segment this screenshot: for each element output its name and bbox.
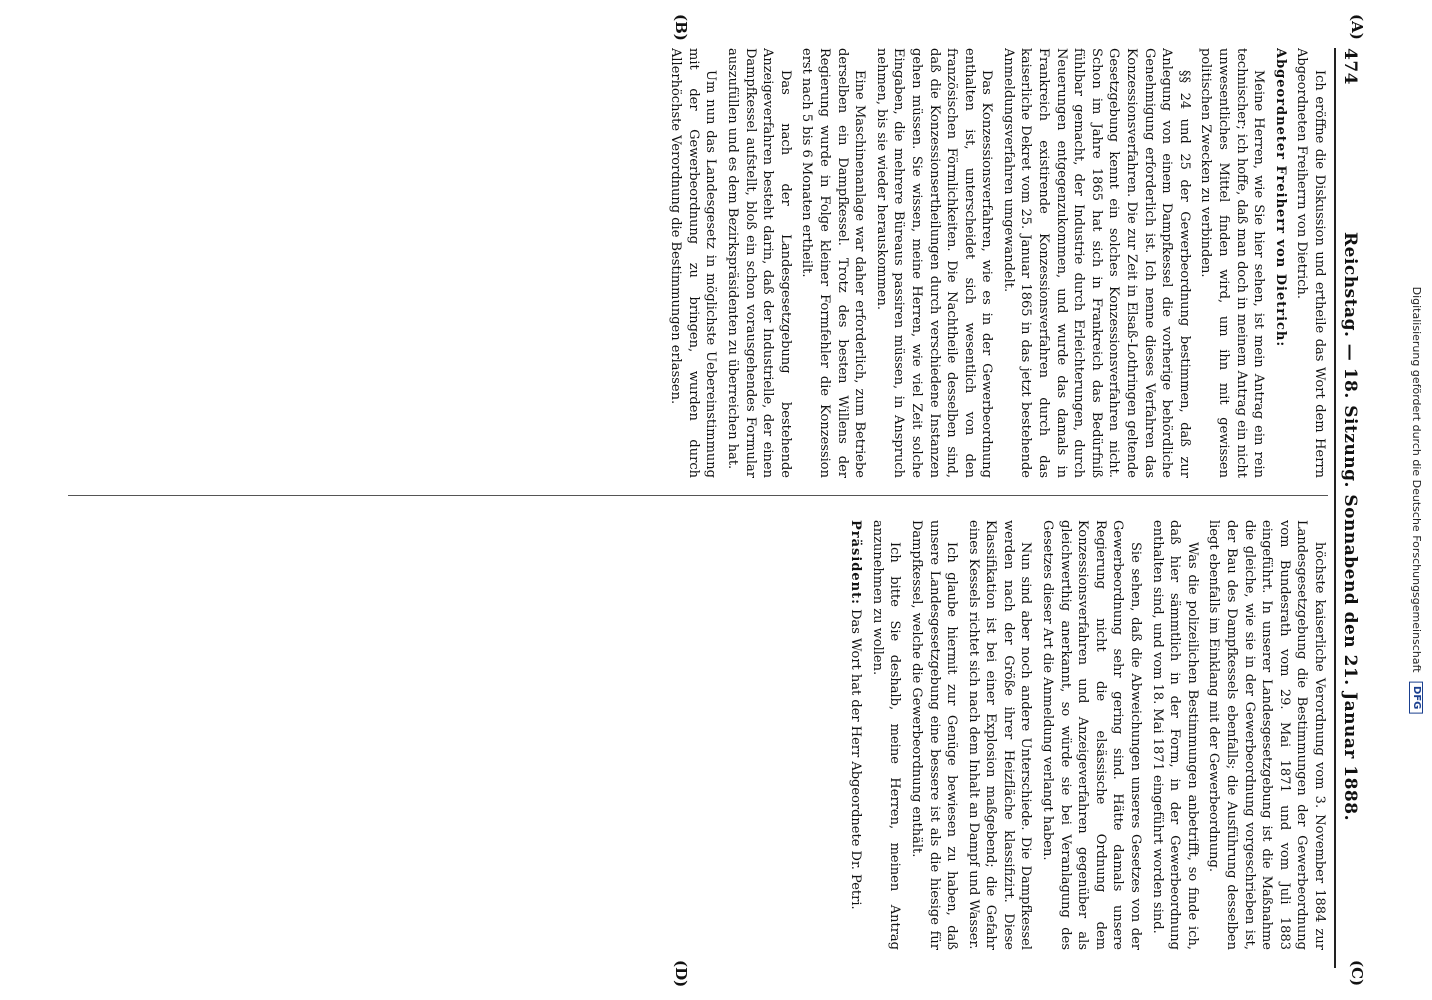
credit-text: Digitalisierung gefördert durch die Deutsche Forschungsgemeinschaft xyxy=(1410,286,1423,673)
paragraph: höchste kaiserliche Verordnung vom 3. November 1884 zur Landesgesetzgebung die Bestimmungen der Gewerbeordnung vom Bundesrath vom 29. Mai 1871 und vom Juli 1883 eingeführt. In unserer Landesgesetzgebung ist die Maßnahme die gleiche, wie sie in der Gewerbeordnung vorgeschrieben ist, der Bau des Dampfkessels ebenfalls; die Ausführung desselben liegt ebenfalls im Einklang mit der Gewerbeordnung. xyxy=(1206,520,1327,950)
paragraph: Das nach der Landesgesetzgebung bestehende Anzeigeverfahren besteht darin, daß der Industrielle, der einen Dampfkessel aufstellt, bloß ein schon vorausgehendes Formular auszufüllen und es dem Bezirkspräsidenten zu überreichen hat. xyxy=(725,48,793,478)
paragraph: Ich eröffne die Diskussion und ertheile das Wort dem Herrn Abgeordneten Freiherrn von Dietrich. xyxy=(1294,48,1327,478)
right-text-column xyxy=(68,520,1328,950)
paragraph: Ich bitte Sie deshalb, meine Herren, meinen Antrag anzunehmen zu wollen. xyxy=(869,520,903,950)
margin-marker-c: (C) xyxy=(1348,960,1366,987)
paragraph: Was die polizeilichen Bestimmungen anbetrifft, so finde ich, daß hier sämmtlich in der Form, in der Gewerbeordnung enthalten sind, und vom 18. Mai 1871 eingeführt worden sind. xyxy=(1149,520,1200,950)
speaker-line xyxy=(847,520,865,950)
margin-marker-d: (D) xyxy=(672,960,690,988)
left-text-column xyxy=(68,48,1328,478)
paragraph: Meine Herren, wie Sie hier sehen, ist mein Antrag ein rein technischer; ich hoffe, daß man doch in meinem Antrag ein nicht unwesentliches Mittel finden wird, um ihn mit gewissen politischen Zwecken zu verbinden. xyxy=(1198,48,1267,478)
page-title: Reichstag. — 18. Sitzung. Sonnabend den 21. Januar 1888. xyxy=(1340,232,1360,821)
page-number: 474 xyxy=(1340,48,1360,85)
speaker-name: Präsident: xyxy=(848,520,864,605)
column-divider xyxy=(68,495,1328,496)
speaker-text: Das Wort hat der Herr Abgeordnete Dr. Petri. xyxy=(848,609,864,910)
page-header xyxy=(1334,48,1374,968)
paragraph: Eine Maschinenanlage war daher erforderlich, zum Betriebe derselben ein Dampfkessel. Trotz des besten Willens der Regierung wurde in Folge kleiner Formfehler die Konzession erst nach 5 bis 6 Monaten ertheilt. xyxy=(799,48,868,478)
margin-marker-b: (B) xyxy=(672,14,690,41)
margin-marker-a: (A) xyxy=(1348,14,1366,40)
digitization-credit xyxy=(1409,287,1423,714)
dfg-logo: DFG xyxy=(1409,682,1423,713)
speaker-name: Abgeordneter Freiherr von Dietrich: xyxy=(1272,48,1288,348)
paragraph: Um nun das Landesgesetz in möglichste Uebereinstimmung mit der Gewerbeordnung zu bringen, wurden durch Allerhöchste Verordnung die Bestimmungen erlassen. xyxy=(668,48,719,478)
paragraph: Sie sehen, daß die Abweichungen unseres Gesetzes von der Gewerbeordnung sehr gering sind. Hätte damals unsere Regierung nicht die elsässische Ordnung dem Konzessionsverfahren und Anzeigeverfahren gegenüber als gleichwerthig anerkannt, so würde sie bei Veranlagung des Gesetzes dieser Art die Anmeldung verlangt haben. xyxy=(1040,520,1144,950)
paragraph: Nun sind aber noch andere Unterschiede. Die Dampfkessel werden nach der Größe ihrer Heizfläche klassifizirt. Diese Klassifikation ist bei einer Explosion maßgebend; die Gefahr eines Kessels richtet sich nach dem Inhalt an Dampf und Wasser. xyxy=(965,520,1034,950)
paragraph: Ich glaube hiermit zur Genüge bewiesen zu haben, daß unsere Landesgesetzgebung eine bessere ist als die hiesige für Dampfkessel, welche die Gewerbeordnung enthält. xyxy=(908,520,960,950)
paragraph: §§ 24 und 25 der Gewerbeordnung bestimmen, daß zur Anlegung von einem Dampfkessel die vorherige behördliche Genehmigung erforderlich ist. Ich nenne dieses Verfahren das Konzessionsverfahren. Die zur Zeit in Elsaß-Lothringen geltende Gesetzgebung kennt ein solches Konzessionsverfahren nicht. Schon im Jahre 1865 hat sich in Frankreich das Bedürfniß fühlbar gemacht, der Industrie durch Erleichterungen, durch Neuerungen entgegenzukommen, und wurde das damals in Frankreich existirende Konzessionsverfahren durch das kaiserliche Dekret vom 25. Januar 1865 in das jetzt bestehende Anmeldungsverfahren umgewandelt. xyxy=(1000,48,1192,478)
paragraph: Das Konzessionsverfahren, wie es in der Gewerbeordnung enthalten ist, unterscheidet sich wesentlich von den französischen Förmlichkeiten. Die Nachtheile desselben sind, daß die Konzessionsertheilungen durch verschiedene Instanzen gehen müssen. Sie wissen, meine Herren, wie viel Zeit solche Eingaben, die mehrere Büreaus passiren müssen, in Anspruch nehmen, bis sie wieder herauskommen. xyxy=(873,48,995,478)
